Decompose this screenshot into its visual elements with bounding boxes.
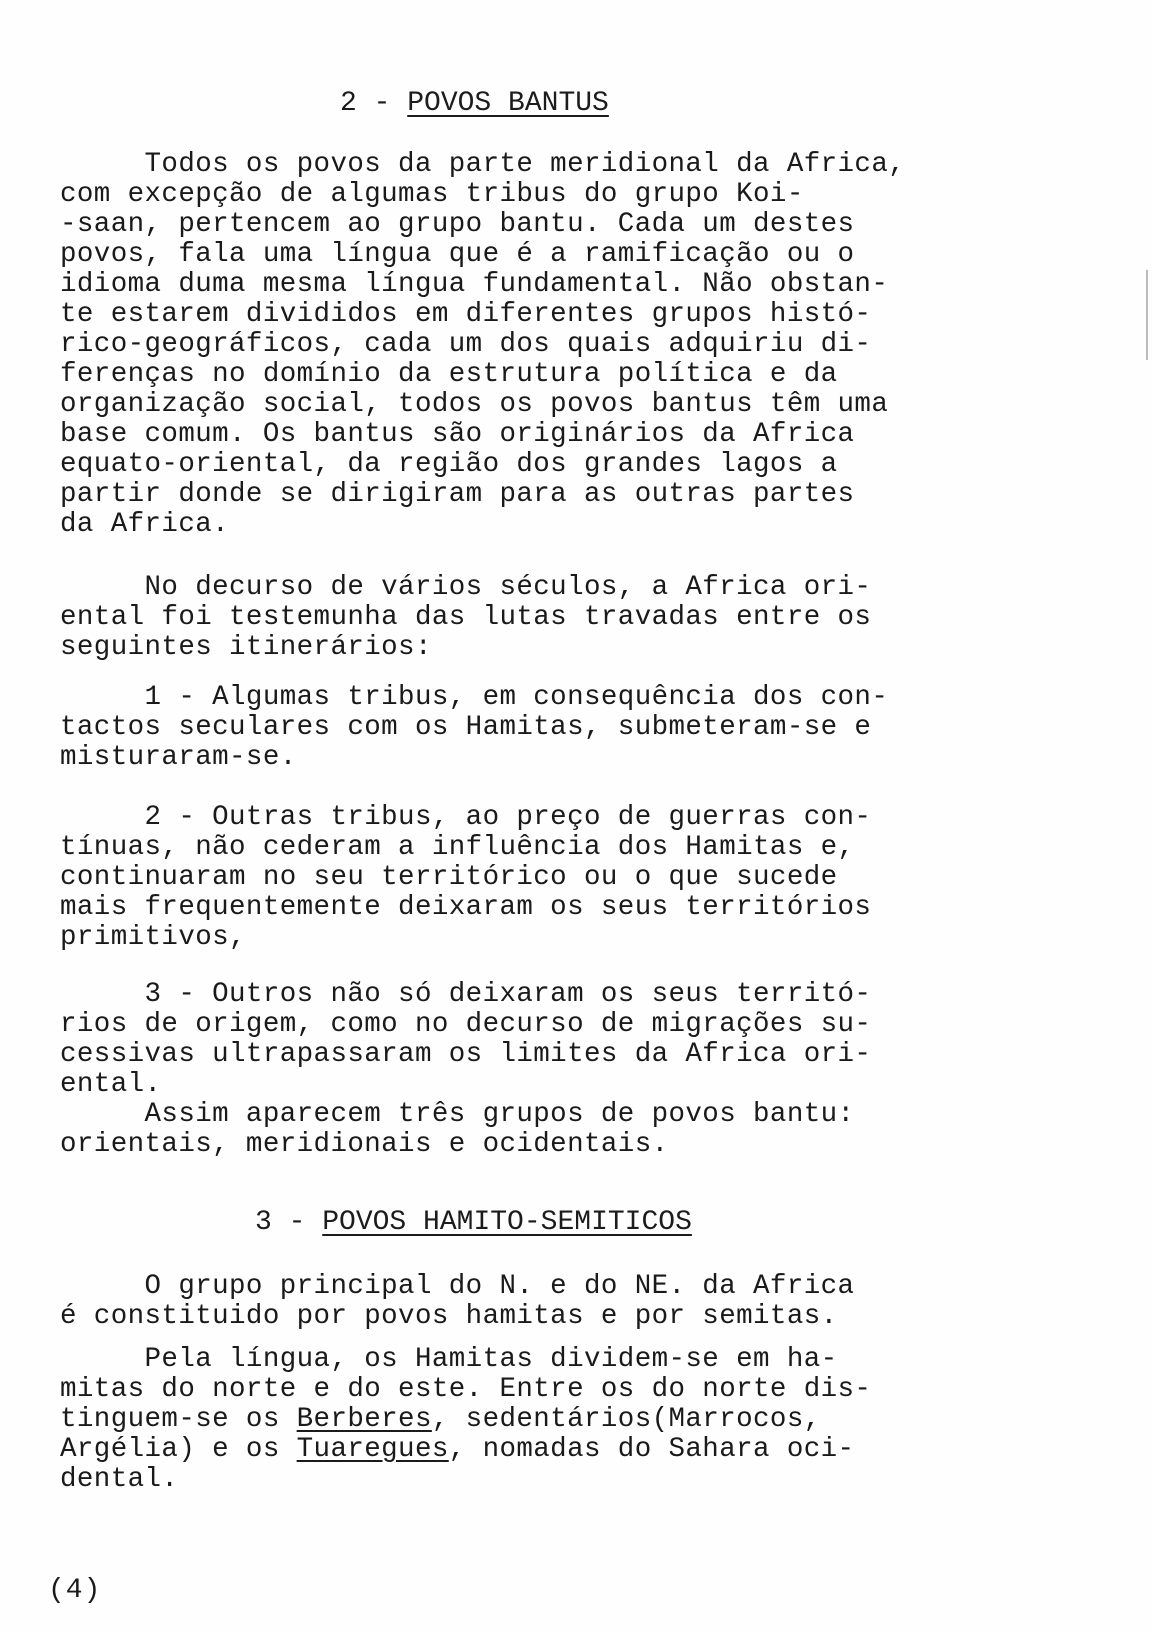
list-item-2 — [60, 803, 1080, 953]
text-line: é constituido por povos hamitas e por semitas. — [60, 1301, 838, 1332]
text-fragment: tinguem-se os — [60, 1404, 297, 1435]
list-item-1 — [60, 683, 1080, 773]
section-2-number: 2 - — [340, 88, 408, 119]
text-line: Todos os povos da parte meridional da Africa, — [60, 149, 906, 180]
text-line-mixed — [60, 1405, 1080, 1435]
text-fragment: , nomadas do Sahara oci- — [448, 1434, 855, 1465]
text-line: rico-geográficos, cada um dos quais adquiriu di- — [60, 329, 872, 360]
text-line: dental. — [60, 1464, 179, 1495]
section-2-paragraph-1 — [60, 150, 1080, 540]
text-line: tactos seculares com os Hamitas, submeteram-se e — [60, 712, 872, 743]
text-line: Assim aparecem três grupos de povos bantu: — [60, 1099, 855, 1130]
text-line: base comum. Os bantus são originários da Africa — [60, 419, 855, 450]
text-line: idioma duma mesma língua fundamental. Não obstan- — [60, 269, 889, 300]
scan-edge-mark — [1146, 270, 1148, 360]
section-2-paragraph-2 — [60, 573, 1080, 663]
text-line: equato-oriental, da região dos grandes lagos a — [60, 449, 838, 480]
text-fragment: Argélia) e os — [60, 1434, 297, 1465]
section-2-paragraph-summary — [60, 1100, 1080, 1160]
text-line: partir donde se dirigiram para as outras partes — [60, 479, 855, 510]
text-line: continuaram no seu territórico ou o que sucede — [60, 862, 838, 893]
text-line: rios de origem, como no decurso de migrações su- — [60, 1009, 872, 1040]
text-line: povos, fala uma língua que é a ramificação ou o — [60, 239, 855, 270]
text-line: da Africa. — [60, 509, 230, 540]
section-3-paragraph-2 — [60, 1345, 1080, 1495]
text-line: mais frequentemente deixaram os seus territórios — [60, 892, 872, 923]
text-line: cessivas ultrapassaram os limites da Africa ori- — [60, 1039, 872, 1070]
text-line: 3 - Outros não só deixaram os seus territó- — [60, 979, 872, 1010]
berberes-term: Berberes — [296, 1404, 432, 1435]
section-2-heading — [340, 88, 609, 119]
text-line: primitivos, — [60, 922, 246, 953]
page-number: (4) — [48, 1575, 102, 1606]
text-line: Pela língua, os Hamitas dividem-se em ha- — [60, 1344, 838, 1375]
text-line: seguintes itinerários: — [60, 632, 432, 663]
text-line: 1 - Algumas tribus, em consequência dos con- — [60, 682, 889, 713]
text-line: orientais, meridionais e ocidentais. — [60, 1129, 669, 1160]
text-line: ental. — [60, 1069, 162, 1100]
section-3-number: 3 - — [255, 1207, 323, 1238]
tuaregues-term: Tuaregues — [296, 1434, 449, 1465]
text-line: tínuas, não cederam a influência dos Hamitas e, — [60, 832, 855, 863]
text-line: te estarem divididos em diferentes grupos histó- — [60, 299, 872, 330]
text-line: ferenças no domínio da estrutura política e da — [60, 359, 838, 390]
text-line-mixed — [60, 1435, 1080, 1465]
list-item-3 — [60, 980, 1080, 1100]
text-line: 2 - Outras tribus, ao preço de guerras con- — [60, 802, 872, 833]
text-line: No decurso de vários séculos, a Africa ori- — [60, 572, 872, 603]
text-fragment: , sedentários(Marrocos, — [431, 1404, 821, 1435]
text-line: O grupo principal do N. e do NE. da Africa — [60, 1271, 855, 1302]
text-line: organização social, todos os povos bantus têm uma — [60, 389, 889, 420]
section-2-title: POVOS BANTUS — [407, 88, 609, 119]
section-3-heading — [255, 1207, 692, 1238]
text-line: ental foi testemunha das lutas travadas entre os — [60, 602, 872, 633]
section-3-title: POVOS HAMITO-SEMITICOS — [322, 1207, 692, 1238]
section-3-paragraph-1 — [60, 1272, 1080, 1332]
text-line: mitas do norte e do este. Entre os do norte dis- — [60, 1374, 872, 1405]
text-line: misturaram-se. — [60, 742, 297, 773]
text-line: com excepção de algumas tribus do grupo Koi- — [60, 179, 804, 210]
text-line: -saan, pertencem ao grupo bantu. Cada um destes — [60, 209, 855, 240]
